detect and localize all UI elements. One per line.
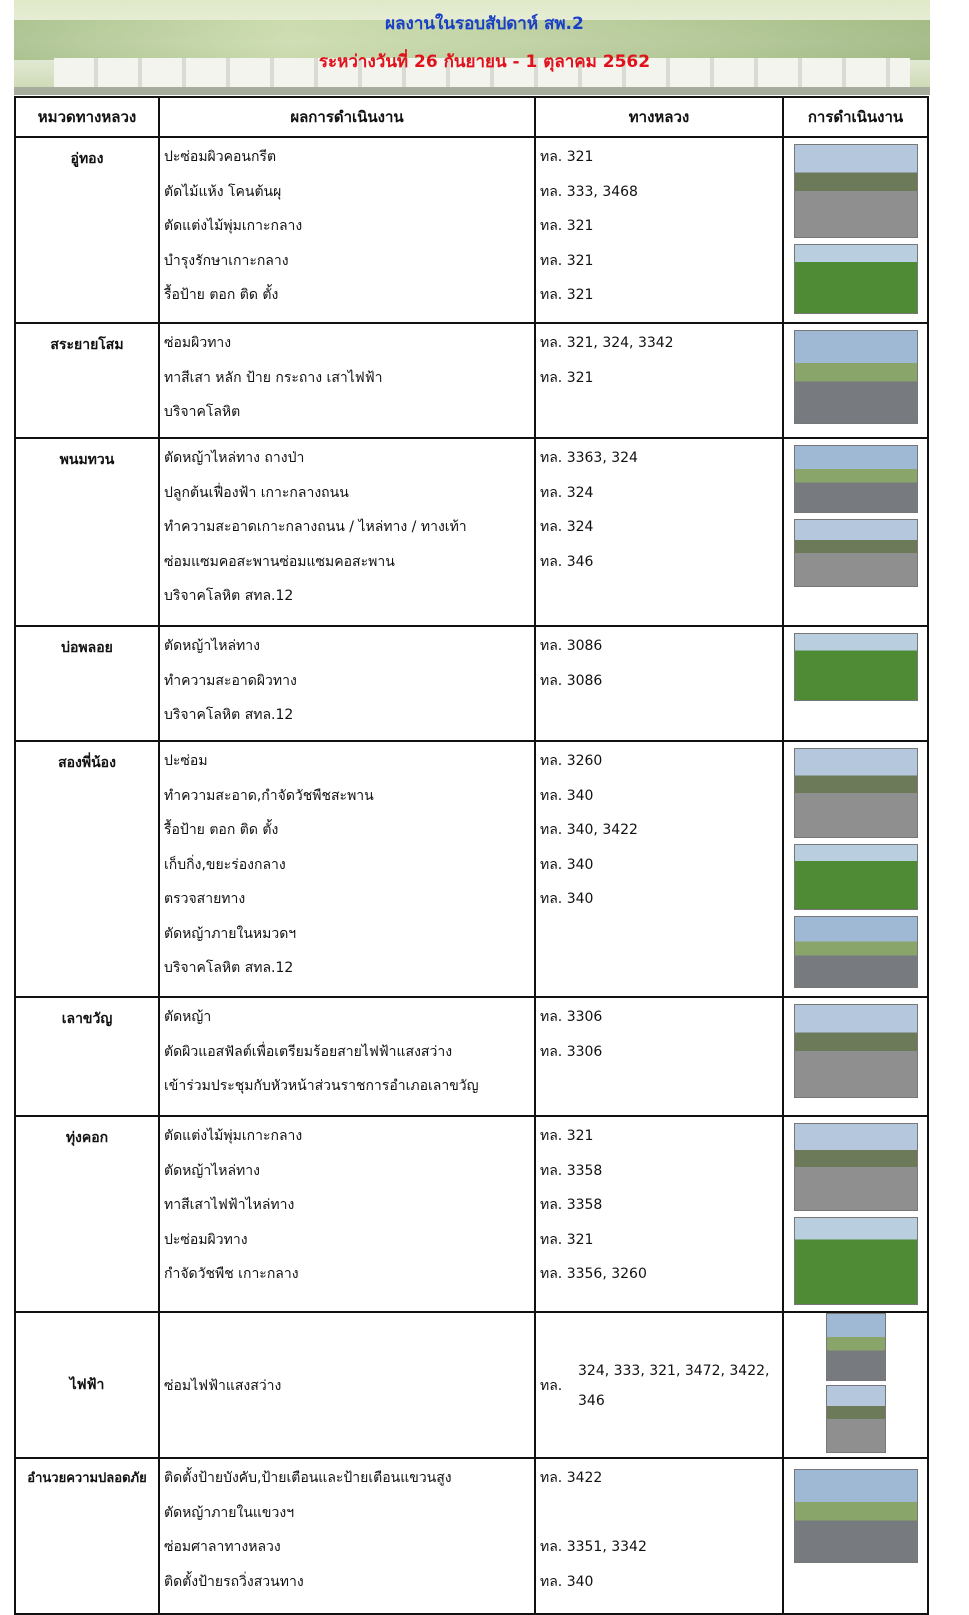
road-item: ทล. 321: [540, 252, 594, 269]
roads-cell: [535, 997, 783, 1116]
road-item: ทล. 321: [540, 1128, 594, 1144]
column-header: ทางหลวง: [535, 97, 783, 137]
road-item: ทล. 3358: [540, 1162, 603, 1179]
road-item: ทล. 3358: [540, 1197, 603, 1213]
photos-cell: [783, 741, 928, 997]
page-title: ผลงานในรอบสัปดาห์ สพ.2: [385, 14, 584, 34]
road-item: ทล. 3306: [540, 1043, 603, 1060]
road-item: [536, 579, 782, 614]
roads-cell: [535, 1116, 783, 1312]
work-item: ตรวจสายทาง: [164, 891, 246, 907]
works-cell: [159, 1116, 535, 1312]
road-prefix: ทล.: [540, 1378, 563, 1394]
work-item: กำจัดวัชพืช เกาะกลาง: [164, 1266, 299, 1282]
work-photo: [794, 1217, 918, 1305]
work-item: ซ่อมศาลาทางหลวง: [164, 1539, 281, 1555]
work-photo: [826, 1385, 886, 1453]
page-subtitle: ระหว่างวันที่ 26 กันยายน - 1 ตุลาคม 2562: [318, 52, 651, 72]
road-item: ทล. 321: [540, 369, 594, 386]
work-item: ทำความสะอาด,กำจัดวัชพืชสะพาน: [164, 787, 374, 804]
road-item: ทล. 321, 324, 3342: [540, 335, 674, 351]
weekly-results-table: [14, 96, 929, 1615]
category-cell: สองพี่น้อง: [15, 741, 159, 997]
work-photo: [794, 1123, 918, 1211]
roads-cell: [535, 323, 783, 438]
works-cell: [159, 997, 535, 1116]
work-photo: [794, 244, 918, 314]
work-item: ทาสีเสา หลัก ป้าย กระถาง เสาไฟฟ้า: [164, 369, 383, 386]
road-item: ทล. 3086: [540, 672, 603, 689]
table-row: [15, 1458, 928, 1614]
road-item: ทล. 324: [540, 519, 594, 535]
work-item: ปะซ่อมผิวทาง: [164, 1231, 248, 1248]
road-item: ทล. 333, 3468: [540, 183, 638, 200]
work-item: ตัดแต่งไม้พุ่มเกาะกลาง: [164, 218, 303, 234]
works-cell: [159, 323, 535, 438]
work-item: บำรุงรักษาเกาะกลาง: [164, 252, 289, 269]
roads-cell: [535, 741, 783, 997]
roads-cell: [535, 1312, 783, 1458]
work-item: ปะซ่อมผิวคอนกรีต: [164, 149, 277, 165]
category-cell: ไฟฟ้า: [15, 1312, 159, 1458]
table-row: [15, 137, 928, 323]
road-item: 324, 333, 321, 3472, 3422,: [578, 1363, 770, 1379]
road-item: [536, 1496, 782, 1531]
works-cell: [159, 1312, 535, 1458]
road-item: ทล. 340: [540, 856, 594, 873]
column-header: ผลการดำเนินงาน: [159, 97, 535, 137]
work-item: เก็บกิ่ง,ขยะร่องกลาง: [164, 856, 286, 873]
work-item: ซ่อมไฟฟ้าแสงสว่าง: [164, 1377, 282, 1394]
category-cell: อู่ทอง: [15, 137, 159, 323]
road-item: ทล. 321: [540, 218, 594, 234]
work-item: ตัดผิวแอสฟัลต์เพื่อเตรียมร้อยสายไฟฟ้าแสงสว่าง: [164, 1043, 453, 1060]
work-photo: [794, 916, 918, 988]
work-item: บริจาคโลหิต สทล.12: [164, 588, 294, 604]
work-item: ตัดหญ้าไหล่ทาง: [164, 638, 260, 654]
table-header-row: [15, 97, 928, 137]
table-row: [15, 438, 928, 626]
work-item: บริจาคโลหิต สทล.12: [164, 960, 294, 976]
road-item: ทล. 324: [540, 484, 594, 501]
road-item: ทล. 340, 3422: [540, 822, 638, 838]
table-row: [15, 323, 928, 438]
road-item: ทล. 3086: [540, 638, 603, 654]
work-photo: [794, 330, 918, 424]
work-photo: [794, 445, 918, 513]
work-photo: [794, 1004, 918, 1098]
photos-cell: [783, 1116, 928, 1312]
work-item: ตัดหญ้าภายในหมวดฯ: [164, 925, 297, 942]
work-item: ตัดหญ้าภายในแขวงฯ: [164, 1504, 295, 1521]
table-row: [15, 997, 928, 1116]
work-photo: [794, 1469, 918, 1563]
work-item: ตัดหญ้าไหล่ทาง ถางป่า: [164, 450, 305, 466]
work-item: ทำความสะอาดผิวทาง: [164, 672, 297, 689]
work-item: ตัดหญ้าไหล่ทาง: [164, 1162, 260, 1179]
road-item: ทล. 3306: [540, 1009, 603, 1025]
road-item: ทล. 3422: [540, 1470, 603, 1486]
photos-cell: [783, 137, 928, 323]
work-item: บริจาคโลหิต สทล.12: [164, 707, 294, 723]
table-row: [15, 626, 928, 741]
road-item: ทล. 3363, 324: [540, 450, 638, 466]
works-cell: [159, 626, 535, 741]
category-cell: ทุ่งคอก: [15, 1116, 159, 1312]
work-photo: [794, 748, 918, 838]
work-item: ตัดหญ้า: [164, 1009, 212, 1025]
work-photo: [794, 633, 918, 701]
road-item: ทล. 321: [540, 1231, 594, 1248]
road-item: [536, 698, 782, 733]
road-item: ทล. 3356, 3260: [540, 1266, 647, 1282]
road-item: ทล. 3260: [540, 753, 603, 769]
photos-cell: [783, 1312, 928, 1458]
photos-cell: [783, 626, 928, 741]
work-item: ปะซ่อม: [164, 753, 208, 769]
road-item: 346: [578, 1393, 605, 1409]
road-item: ทล. 321: [540, 287, 594, 303]
works-cell: [159, 741, 535, 997]
category-cell: พนมทวน: [15, 438, 159, 626]
road-item: ทล. 340: [540, 1573, 594, 1590]
table-row: [15, 1312, 928, 1458]
work-item: ทำความสะอาดเกาะกลางถนน / ไหล่ทาง / ทางเท้า: [164, 519, 467, 535]
works-cell: [159, 1458, 535, 1614]
banner-road: [14, 87, 930, 95]
work-item: ปลูกต้นเฟื่องฟ้า เกาะกลางถนน: [164, 484, 349, 501]
work-photo: [794, 144, 918, 238]
work-photo: [794, 519, 918, 587]
roads-cell: [535, 1458, 783, 1614]
work-photo: [826, 1313, 886, 1381]
roads-cell: [535, 137, 783, 323]
road-item: [536, 395, 782, 430]
work-item: บริจาคโลหิต: [164, 404, 241, 420]
roads-cell: [535, 438, 783, 626]
road-item: ทล. 340: [540, 891, 594, 907]
road-item: ทล. 340: [540, 787, 594, 804]
photos-cell: [783, 1458, 928, 1614]
category-cell: อำนวยความปลอดภัย: [15, 1458, 159, 1614]
table-row: [15, 1116, 928, 1312]
work-item: ซ่อมแซมคอสะพานซ่อมแซมคอสะพาน: [164, 553, 395, 570]
works-cell: [159, 438, 535, 626]
photos-cell: [783, 323, 928, 438]
work-item: รื้อป้าย ตอก ติด ตั้ง: [164, 822, 279, 838]
work-photo: [794, 844, 918, 910]
work-item: ตัดแต่งไม้พุ่มเกาะกลาง: [164, 1128, 303, 1144]
work-item: เข้าร่วมประชุมกับหัวหน้าส่วนราชการอำเภอเลาขวัญ: [164, 1078, 479, 1094]
category-cell: สระยายโสม: [15, 323, 159, 438]
works-cell: [159, 137, 535, 323]
category-cell: บ่อพลอย: [15, 626, 159, 741]
column-header: หมวดทางหลวง: [15, 97, 159, 137]
road-item: ทล. 321: [540, 149, 594, 165]
work-item: ทาสีเสาไฟฟ้าไหล่ทาง: [164, 1197, 295, 1213]
work-item: ตัดไม้แห้ง โคนต้นผุ: [164, 183, 282, 200]
photos-cell: [783, 997, 928, 1116]
column-header: การดำเนินงาน: [783, 97, 928, 137]
table-row: [15, 741, 928, 997]
road-item: [536, 1069, 782, 1104]
work-item: ติดตั้งป้ายรถวิ่งสวนทาง: [164, 1573, 304, 1590]
roads-cell: [535, 626, 783, 741]
category-cell: เลาขวัญ: [15, 997, 159, 1116]
work-item: ซ่อมผิวทาง: [164, 335, 232, 351]
work-item: รื้อป้าย ตอก ติด ตั้ง: [164, 287, 279, 303]
road-item: ทล. 346: [540, 553, 594, 570]
photos-cell: [783, 438, 928, 626]
road-item: ทล. 3351, 3342: [540, 1539, 647, 1555]
work-item: ติดตั้งป้ายบังคับ,ป้ายเตือนและป้ายเตือนแขวนสูง: [164, 1470, 452, 1486]
